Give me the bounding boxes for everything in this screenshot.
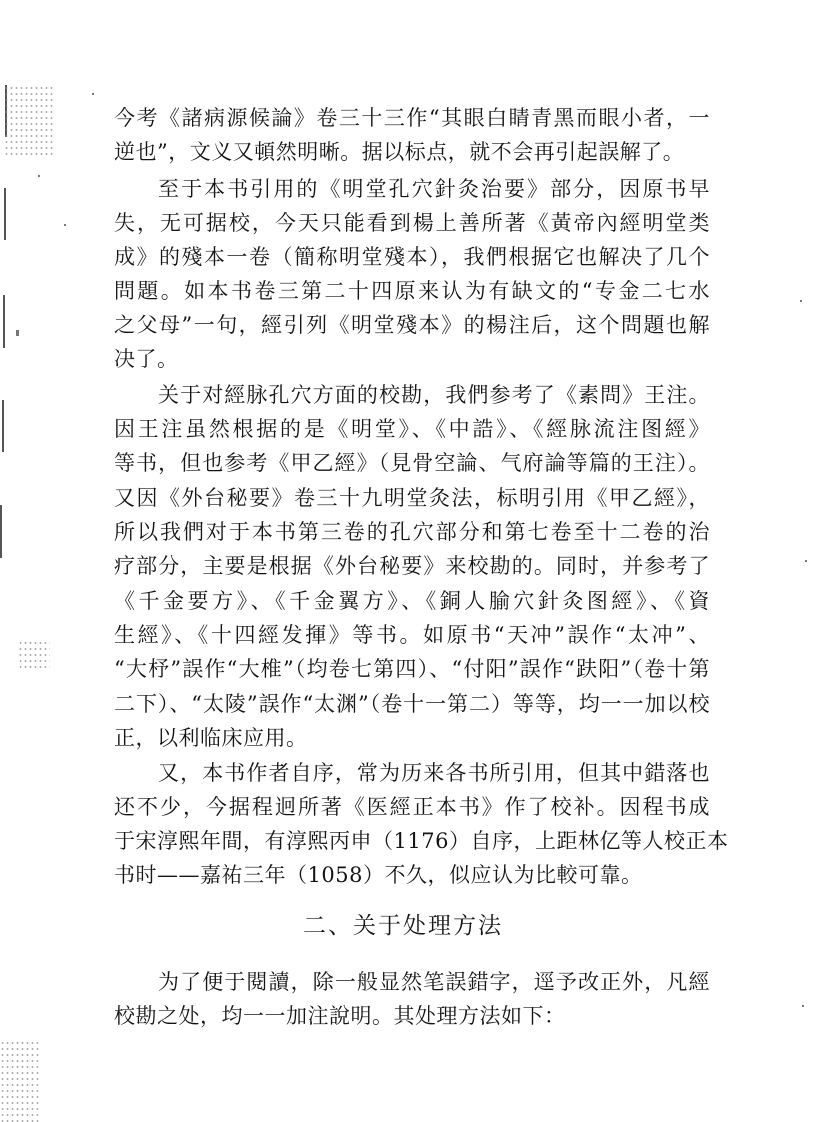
- text-line: 二下）、“太陵”誤作“太渊”（卷十一第二）等等，均一一加以校: [114, 692, 710, 716]
- scan-noise: [18, 640, 50, 670]
- text-line: 疗部分，主要是根据《外台秘要》来校勘的。同时，并参考了: [114, 554, 710, 578]
- text-line: 至于本书引用的《明堂孔穴針灸治要》部分，因原书早: [158, 177, 710, 201]
- text-line: 因王注虽然根据的是《明堂》、《中誥》、《經脉流注图經》: [114, 417, 710, 441]
- text-line: 逆也”，文义又頓然明晰。据以标点，就不会再引起誤解了。: [114, 140, 685, 164]
- text-line: 于宋淳熙年間，有淳熙丙申（1176）自序，上距林亿等人校正本: [114, 829, 729, 853]
- text-line: “大杼”誤作“大椎”（均卷七第四）、“付阳”誤作“趺阳”（卷十第: [114, 657, 710, 681]
- scan-edge-mark: [4, 188, 6, 240]
- text-line: 成》的殘本一卷（簡称明堂殘本），我們根据它也解决了几个: [114, 245, 710, 269]
- text-line: 关于对經脉孔穴方面的校勘，我們参考了《素問》王注。: [158, 383, 710, 407]
- text-line: 問題。如本书卷三第二十四原来认为有缺文的“专金二七水: [114, 279, 710, 303]
- text-line: 又，本书作者自序，常为历来各书所引用，但其中錯落也: [158, 761, 710, 785]
- text-line: 为了便于閱讀，除一般显然笔誤錯字，逕予改正外，凡經: [158, 970, 710, 994]
- section-heading: 二、关于处理方法: [303, 913, 503, 939]
- text-line: 所以我們对于本书第三卷的孔穴部分和第七卷至十二卷的治: [114, 520, 710, 544]
- scan-speck: [16, 330, 19, 336]
- scan-speck: [92, 93, 94, 95]
- text-line: 校勘之处，均一一加注說明。其处理方法如下：: [114, 1004, 566, 1028]
- text-line: 还不少，今据程迥所著《医經正本书》作了校补。因程书成: [114, 795, 710, 819]
- text-line: 书时——嘉祐三年（1058）不久，似应认为比較可靠。: [114, 863, 643, 887]
- text-line: 失，无可据校，今天只能看到楊上善所著《黃帝內經明堂类: [114, 211, 710, 235]
- scan-speck: [38, 175, 40, 177]
- scan-speck: [64, 224, 66, 226]
- scan-noise: [0, 1040, 40, 1122]
- scan-speck: [802, 1005, 804, 1007]
- text-line: 决了。: [114, 347, 179, 371]
- scan-edge-mark: [2, 400, 4, 452]
- text-line: 等书，但也参考《甲乙經》（見骨空論、气府論等篇的王注）。: [114, 451, 710, 475]
- scan-speck: [805, 560, 807, 562]
- text-line: 正，以利临床应用。: [114, 726, 308, 750]
- scan-edge-mark: [0, 505, 2, 558]
- text-line: 生經》、《十四經发揮》等书。如原书“天冲”誤作“太冲”、: [114, 623, 710, 647]
- text-line: 《千金要方》、《千金翼方》、《銅人腧穴針灸图經》、《資: [114, 589, 710, 613]
- scan-edge-mark: [3, 295, 5, 348]
- text-line: 之父母”一句，經引列《明堂殘本》的楊注后，这个問題也解: [114, 313, 710, 337]
- scan-noise: [4, 85, 54, 155]
- scan-speck: [800, 300, 802, 302]
- text-line: 又因《外台秘要》卷三十九明堂灸法，标明引用《甲乙經》，: [114, 486, 710, 510]
- text-line: 今考《諸病源候論》卷三十三作“其眼白睛青黑而眼小者，一: [114, 106, 710, 130]
